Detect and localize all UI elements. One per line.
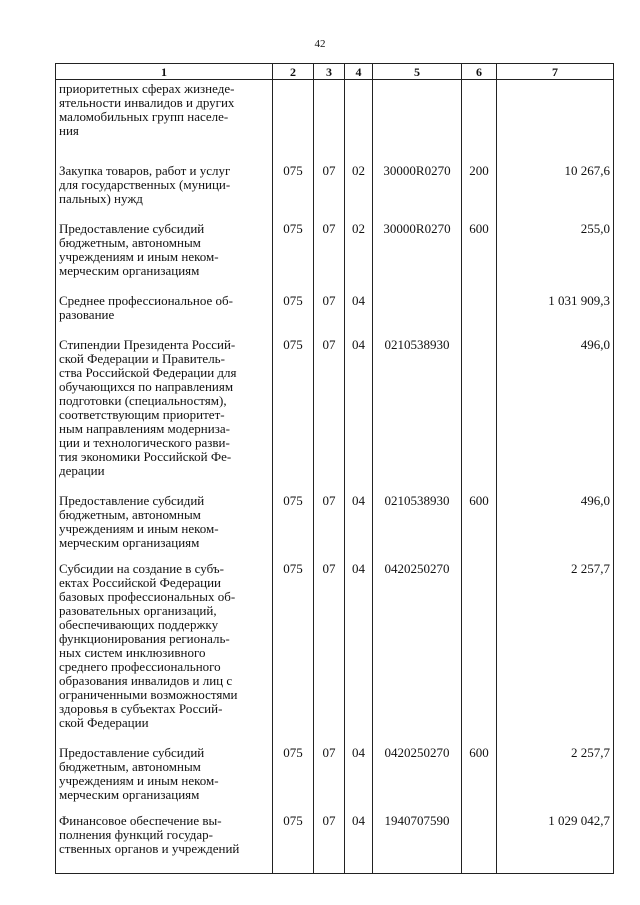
row-value-text: 07 xyxy=(322,336,336,352)
row-value-text: 07 xyxy=(322,560,336,576)
row-value-text: 496,0 xyxy=(580,492,610,508)
row-c5-cell xyxy=(373,814,462,874)
row-name-cell xyxy=(56,494,273,562)
row-c7-cell xyxy=(497,746,614,814)
row-c3-cell xyxy=(314,814,345,874)
row-c6-cell xyxy=(462,222,497,294)
row-c7-cell xyxy=(497,814,614,874)
row-value-text: 0420250270 xyxy=(384,560,450,576)
budget-table xyxy=(55,63,614,874)
row-c4-cell xyxy=(345,80,373,164)
row-c7-cell xyxy=(497,164,614,222)
row-c2-cell xyxy=(273,814,314,874)
row-name-text: Стипендии Президента Россий- ской Федерации и Правитель- ства Российской Федерации для обучающихся по направлениям подготовки (специальностям), соответствующим приоритет- ным направлениям модерниза- ции и технологического разви- тия экономики Российской Фе- дерации xyxy=(59,336,237,478)
row-name-text: Финансовое обеспечение вы- полнения функций государ- ственных органов и учреждений xyxy=(59,812,240,856)
row-name-text: Предоставление субсидий бюджетным, автономным учреждениям и иным неком- мерческим организациям xyxy=(59,220,219,278)
row-c4-cell xyxy=(345,814,373,874)
row-c3-cell xyxy=(314,338,345,494)
table-row xyxy=(56,494,614,562)
row-c3-cell xyxy=(314,494,345,562)
row-value-text: 075 xyxy=(283,492,303,508)
row-value-text: 30000R0270 xyxy=(383,220,451,236)
row-name-text: Среднее профессиональное об- разование xyxy=(59,292,233,322)
table-row xyxy=(56,80,614,164)
row-value-text: 0210538930 xyxy=(384,336,450,352)
row-name-text: Предоставление субсидий бюджетным, автономным учреждениям и иным неком- мерческим организациям xyxy=(59,492,219,550)
row-value-text: 075 xyxy=(283,560,303,576)
row-c6-cell xyxy=(462,294,497,338)
row-value-text: 075 xyxy=(283,220,303,236)
row-c3-cell xyxy=(314,294,345,338)
row-c5-cell xyxy=(373,80,462,164)
row-value-text: 600 xyxy=(469,220,489,236)
row-c4-cell xyxy=(345,294,373,338)
row-value-text: 07 xyxy=(322,220,336,236)
row-name-text: Закупка товаров, работ и услуг для государственных (муници- пальных) нужд xyxy=(59,162,231,206)
row-c6-cell xyxy=(462,80,497,164)
row-c2-cell xyxy=(273,562,314,746)
row-value-text: 1 029 042,7 xyxy=(548,812,610,828)
column-header-3: 3 xyxy=(314,64,345,80)
row-c7-cell xyxy=(497,80,614,164)
row-name-cell xyxy=(56,294,273,338)
row-c2-cell xyxy=(273,164,314,222)
row-c6-cell xyxy=(462,746,497,814)
row-value-text: 04 xyxy=(352,812,365,828)
table-row xyxy=(56,746,614,814)
row-value-text: 07 xyxy=(322,492,336,508)
row-name-cell xyxy=(56,222,273,294)
row-c2-cell xyxy=(273,80,314,164)
row-value-text: 02 xyxy=(352,162,365,178)
row-value-text: 0420250270 xyxy=(384,744,450,760)
row-c4-cell xyxy=(345,222,373,294)
row-c3-cell xyxy=(314,164,345,222)
row-value-text: 075 xyxy=(283,812,303,828)
row-c7-cell xyxy=(497,562,614,746)
row-value-text: 1 031 909,3 xyxy=(548,292,610,308)
row-c5-cell xyxy=(373,164,462,222)
row-c2-cell xyxy=(273,222,314,294)
row-value-text: 496,0 xyxy=(580,336,610,352)
row-c4-cell xyxy=(345,746,373,814)
row-value-text: 30000R0270 xyxy=(383,162,451,178)
row-value-text: 04 xyxy=(352,744,365,760)
row-c6-cell xyxy=(462,164,497,222)
row-c2-cell xyxy=(273,338,314,494)
row-c5-cell xyxy=(373,294,462,338)
column-header-2: 2 xyxy=(273,64,314,80)
row-value-text: 07 xyxy=(322,812,336,828)
column-header-7: 7 xyxy=(497,64,614,80)
table-row xyxy=(56,222,614,294)
row-c7-cell xyxy=(497,494,614,562)
row-value-text: 02 xyxy=(352,220,365,236)
row-name-text: Субсидии на создание в субъ- ектах Российской Федерации базовых профессиональных об- разовательных организаций, обеспечивающих поддержку функционирования региональ- ных систем инклюзивного среднего профессионального образования инвалидов и лиц с ограниченными возможностями здоровья в субъектах Россий- ской Федерации xyxy=(59,560,238,730)
row-value-text: 075 xyxy=(283,292,303,308)
column-header-5: 5 xyxy=(373,64,462,80)
row-name-cell xyxy=(56,164,273,222)
row-c7-cell xyxy=(497,294,614,338)
row-value-text: 04 xyxy=(352,560,365,576)
table-body xyxy=(56,80,614,874)
row-c4-cell xyxy=(345,164,373,222)
row-c5-cell xyxy=(373,494,462,562)
table-row xyxy=(56,814,614,874)
row-c2-cell xyxy=(273,746,314,814)
row-c2-cell xyxy=(273,494,314,562)
row-value-text: 200 xyxy=(469,162,489,178)
row-c4-cell xyxy=(345,338,373,494)
row-value-text: 04 xyxy=(352,292,365,308)
row-value-text: 04 xyxy=(352,492,365,508)
row-c5-cell xyxy=(373,562,462,746)
row-name-cell xyxy=(56,80,273,164)
row-c3-cell xyxy=(314,80,345,164)
row-value-text: 0210538930 xyxy=(384,492,450,508)
row-value-text: 255,0 xyxy=(580,220,610,236)
row-c7-cell xyxy=(497,338,614,494)
row-c4-cell xyxy=(345,494,373,562)
row-name-cell xyxy=(56,338,273,494)
row-name-cell xyxy=(56,562,273,746)
row-c3-cell xyxy=(314,562,345,746)
row-name-cell xyxy=(56,746,273,814)
row-value-text: 07 xyxy=(322,292,336,308)
row-value-text: 2 257,7 xyxy=(571,560,610,576)
column-header-1: 1 xyxy=(56,64,273,80)
column-header-6: 6 xyxy=(462,64,497,80)
row-c2-cell xyxy=(273,294,314,338)
row-name-text: приоритетных сферах жизнеде- ятельности инвалидов и других маломобильных групп населе- ния xyxy=(59,81,235,138)
table-row xyxy=(56,164,614,222)
row-c6-cell xyxy=(462,338,497,494)
row-value-text: 04 xyxy=(352,336,365,352)
column-header-4: 4 xyxy=(345,64,373,80)
row-c6-cell xyxy=(462,494,497,562)
row-value-text: 10 267,6 xyxy=(564,162,610,178)
row-value-text: 075 xyxy=(283,336,303,352)
row-c3-cell xyxy=(314,746,345,814)
row-value-text: 07 xyxy=(322,162,336,178)
table-row xyxy=(56,562,614,746)
row-c6-cell xyxy=(462,562,497,746)
page-number: 42 xyxy=(314,38,326,50)
row-c7-cell xyxy=(497,222,614,294)
table-header-row xyxy=(56,64,614,80)
row-value-text: 1940707590 xyxy=(384,812,450,828)
row-value-text: 600 xyxy=(469,492,489,508)
row-value-text: 600 xyxy=(469,744,489,760)
table-row xyxy=(56,338,614,494)
row-c4-cell xyxy=(345,562,373,746)
row-c5-cell xyxy=(373,746,462,814)
row-value-text: 075 xyxy=(283,744,303,760)
table-row xyxy=(56,294,614,338)
row-name-text: Предоставление субсидий бюджетным, автономным учреждениям и иным неком- мерческим организациям xyxy=(59,744,219,802)
row-value-text: 075 xyxy=(283,162,303,178)
row-value-text: 07 xyxy=(322,744,336,760)
row-c5-cell xyxy=(373,338,462,494)
row-c3-cell xyxy=(314,222,345,294)
row-value-text: 2 257,7 xyxy=(571,744,610,760)
row-c5-cell xyxy=(373,222,462,294)
row-name-cell xyxy=(56,814,273,874)
row-c6-cell xyxy=(462,814,497,874)
